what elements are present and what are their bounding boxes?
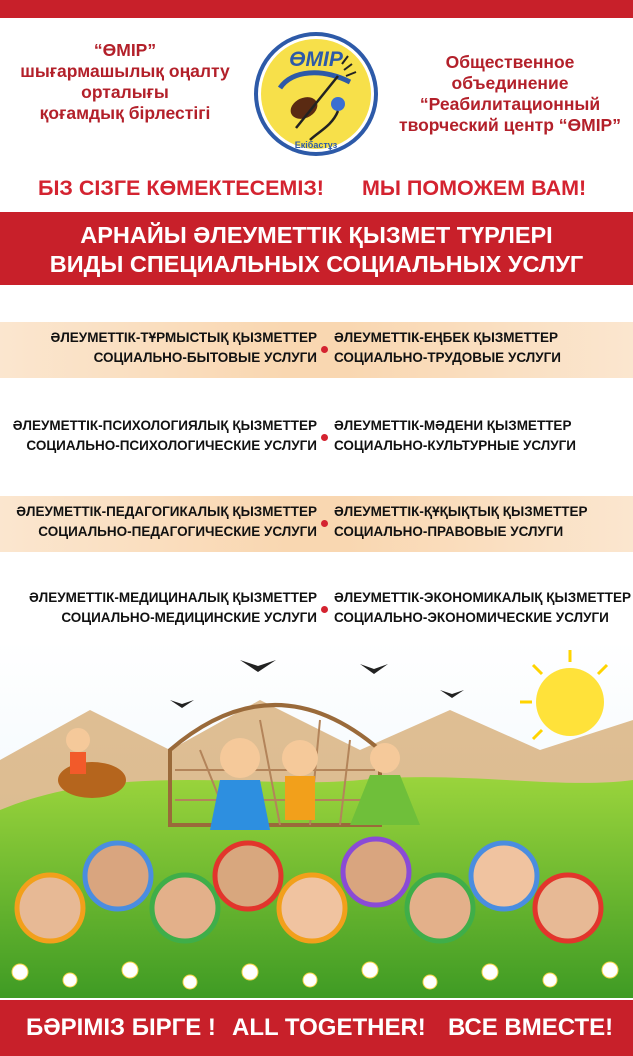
- header-ru-line: “Реабилитационный: [419, 94, 601, 114]
- header-ru-line: объединение: [451, 73, 569, 93]
- header-ru-line: творческий центр “ӨМІР”: [399, 115, 621, 135]
- service-kz: ӘЛЕУМЕТТІК-ЭКОНОМИКАЛЫҚ ҚЫЗМЕТТЕР: [334, 590, 631, 605]
- slogan-ru: МЫ ПОМОЖЕМ ВАМ!: [362, 176, 587, 200]
- logo-city: Екібастұз: [294, 140, 338, 150]
- children-illustration: [0, 640, 633, 998]
- header-ru-line: Общественное: [445, 52, 575, 72]
- service-ru: СОЦИАЛЬНО-ЭКОНОМИЧЕСКИЕ УСЛУГИ: [334, 610, 609, 625]
- service-kz: ӘЛЕУМЕТТІК-МЕДИЦИНАЛЫҚ ҚЫЗМЕТТЕР: [28, 590, 317, 605]
- service-kz: ӘЛЕУМЕТТІК-МӘДЕНИ ҚЫЗМЕТТЕР: [334, 418, 572, 433]
- service-left: [16, 502, 317, 542]
- omir-logo: [252, 30, 380, 158]
- bullet-dot: [321, 346, 328, 353]
- header-kz-line: қоғамдық бірлестігі: [39, 103, 211, 123]
- service-left: [13, 416, 317, 456]
- footer-banner: [0, 1000, 633, 1056]
- service-ru: СОЦИАЛЬНО-ПРАВОВЫЕ УСЛУГИ: [334, 524, 564, 539]
- service-right: [334, 502, 587, 542]
- footer-kz: БӘРІМІЗ БІРГЕ !: [26, 1014, 216, 1041]
- service-row: [0, 582, 633, 638]
- bullet-dot: [321, 520, 328, 527]
- service-ru: СОЦИАЛЬНО-ТРУДОВЫЕ УСЛУГИ: [334, 350, 561, 365]
- service-left: [29, 588, 317, 628]
- dancing-boy-icon: [282, 740, 318, 820]
- service-kz: ӘЛЕУМЕТТІК-ТҰРМЫСТЫҚ ҚЫЗМЕТТЕР: [50, 330, 317, 345]
- service-left: [51, 328, 317, 368]
- service-ru: СОЦИАЛЬНО-КУЛЬТУРНЫЕ УСЛУГИ: [334, 438, 576, 453]
- top-red-bar: [0, 0, 633, 18]
- service-ru: СОЦИАЛЬНО-ПЕДАГОГИЧЕСКИЕ УСЛУГИ: [38, 524, 317, 539]
- header-ru-org-name: [392, 52, 628, 136]
- service-right: [334, 416, 576, 456]
- footer-en: ALL TOGETHER!: [232, 1014, 426, 1041]
- logo-title: ӨМІР: [289, 48, 343, 71]
- bullet-dot: [321, 606, 328, 613]
- header-kz-line: “ӨМІР”: [93, 40, 157, 60]
- service-right: [334, 588, 631, 628]
- bullet-dot: [321, 434, 328, 441]
- service-row: [0, 410, 633, 466]
- service-ru: СОЦИАЛЬНО-ПСИХОЛОГИЧЕСКИЕ УСЛУГИ: [26, 438, 317, 453]
- header-kz-org-name: [10, 40, 240, 124]
- header-kz-line: шығармашылық оңалту: [20, 61, 230, 81]
- service-ru: СОЦИАЛЬНО-МЕДИЦИНСКИЕ УСЛУГИ: [61, 610, 317, 625]
- title-banner: [0, 212, 633, 285]
- service-row: [0, 496, 633, 552]
- footer-ru: ВСЕ ВМЕСТЕ!: [448, 1014, 614, 1041]
- service-row: [0, 322, 633, 378]
- title-kz: АРНАЙЫ ӘЛЕУМЕТТІК ҚЫЗМЕТ ТҮРЛЕРІ: [80, 222, 553, 248]
- slogan-kz: БІЗ СІЗГЕ КӨМЕКТЕСЕМІЗ!: [38, 176, 324, 200]
- service-kz: ӘЛЕУМЕТТІК-ПЕДАГОГИКАЛЫҚ ҚЫЗМЕТТЕР: [16, 504, 317, 519]
- service-right: [334, 328, 561, 368]
- service-kz: ӘЛЕУМЕТТІК-ҚҰҚЫҚТЫҚ ҚЫЗМЕТТЕР: [334, 504, 588, 519]
- title-ru: ВИДЫ СПЕЦИАЛЬНЫХ СОЦИАЛЬНЫХ УСЛУГ: [49, 251, 584, 277]
- service-kz: ӘЛЕУМЕТТІК-ПСИХОЛОГИЯЛЫҚ ҚЫЗМЕТТЕР: [12, 418, 317, 433]
- service-ru: СОЦИАЛЬНО-БЫТОВЫЕ УСЛУГИ: [93, 350, 317, 365]
- header-kz-line: орталығы: [81, 82, 169, 102]
- service-kz: ӘЛЕУМЕТТІК-ЕҢБЕК ҚЫЗМЕТТЕР: [334, 330, 559, 345]
